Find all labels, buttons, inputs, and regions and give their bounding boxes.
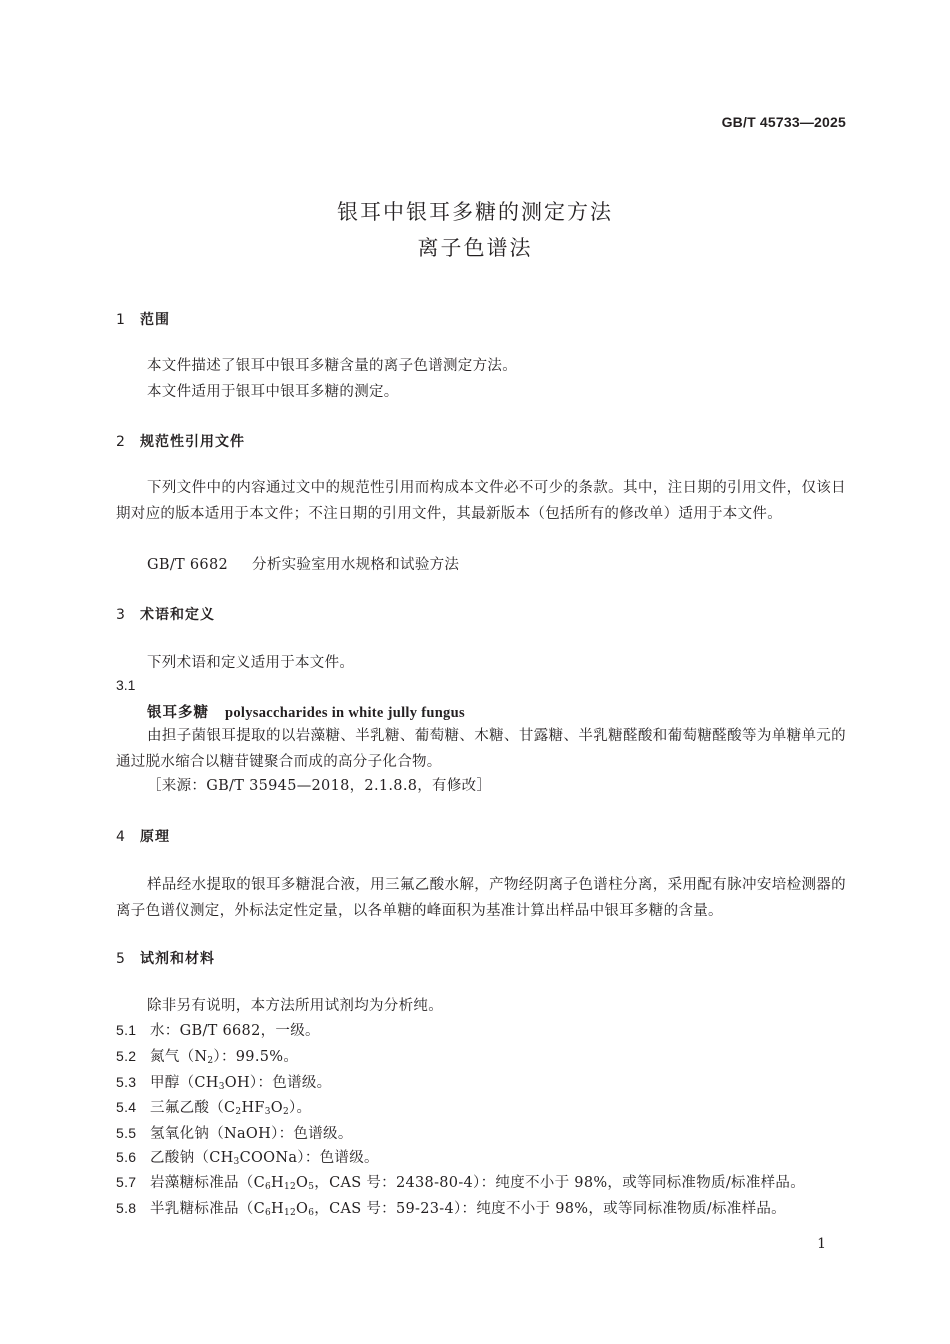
paragraph: 除非另有说明，本方法所用试剂均为分析纯。 xyxy=(147,998,443,1014)
subscript: 3 xyxy=(218,1082,225,1092)
subscript: 2 xyxy=(282,1107,289,1117)
reagent-item xyxy=(116,1096,311,1117)
item-number: 5.8 xyxy=(116,1200,137,1216)
item-number: 5.2 xyxy=(116,1048,137,1064)
item-text: OH）：色谱级。 xyxy=(224,1075,332,1091)
reagent-item xyxy=(116,1019,320,1040)
section-title: 原理 xyxy=(140,829,170,845)
section-title: 规范性引用文件 xyxy=(140,434,245,450)
paragraph: 本文件描述了银耳中银耳多糖含量的离子色谱测定方法。 xyxy=(147,358,517,374)
section-3-heading xyxy=(116,604,215,624)
subscript: 5 xyxy=(308,1182,315,1192)
item-text: ，CAS 号：59-23-4）：纯度不小于 98%，或等同标准物质/标准样品。 xyxy=(314,1201,786,1217)
item-text: 氢氧化钠（NaOH）：色谱级。 xyxy=(150,1126,353,1142)
term-source: ［来源：GB/T 35945—2018，2.1.8.8，有修改］ xyxy=(147,778,492,794)
reagent-item xyxy=(116,1197,786,1218)
section-number: 4 xyxy=(116,829,126,845)
section-1-heading xyxy=(116,309,170,329)
reagent-item xyxy=(116,1071,331,1092)
item-number: 5.5 xyxy=(116,1125,137,1141)
section-title: 试剂和材料 xyxy=(140,951,215,967)
reagent-item xyxy=(116,1171,805,1192)
item-text: O xyxy=(296,1201,309,1217)
item-text: 水：GB/T 6682，一级。 xyxy=(150,1023,320,1039)
subscript: 6 xyxy=(265,1208,272,1218)
item-number: 5.6 xyxy=(116,1149,137,1165)
item-text: 甲醇（CH xyxy=(150,1075,219,1091)
section-number: 2 xyxy=(116,434,126,450)
item-text: 半乳糖标准品（C xyxy=(150,1201,265,1217)
term-chinese: 银耳多糖 xyxy=(147,705,209,721)
subscript: 6 xyxy=(265,1182,272,1192)
item-number: 5.4 xyxy=(116,1099,137,1115)
section-4-heading xyxy=(116,826,170,846)
item-text: COONa）：色谱级。 xyxy=(239,1150,379,1166)
document-title: 银耳中银耳多糖的测定方法 xyxy=(337,200,613,224)
section-2-heading xyxy=(116,431,245,451)
subscript: 12 xyxy=(283,1182,297,1192)
item-number: 5.7 xyxy=(116,1174,137,1190)
reference-code: GB/T 6682 xyxy=(147,557,229,573)
item-text: HF xyxy=(241,1100,265,1116)
item-text: H xyxy=(271,1175,284,1191)
section-number: 3 xyxy=(116,607,126,623)
paragraph: 下列术语和定义适用于本文件。 xyxy=(147,655,355,671)
item-text: 三氟乙酸（C xyxy=(150,1100,236,1116)
subscript: 2 xyxy=(235,1107,242,1117)
item-text: 岩藻糖标准品（C xyxy=(150,1175,265,1191)
item-number: 5.3 xyxy=(116,1074,137,1090)
section-number: 5 xyxy=(116,951,126,967)
paragraph: 样品经水提取的银耳多糖混合液，用三氟乙酸水解，产物经阴离子色谱柱分离，采用配有脉冲安培检测器的离子色谱仪测定，外标法定性定量，以各单糖的峰面积为基准计算出样品中银耳多糖的含量。 xyxy=(116,877,846,919)
section-number: 1 xyxy=(116,312,126,328)
paragraph: 本文件适用于银耳中银耳多糖的测定。 xyxy=(147,384,399,400)
item-text: H xyxy=(271,1201,284,1217)
normative-reference xyxy=(147,553,459,574)
item-text: O xyxy=(296,1175,309,1191)
subscript: 6 xyxy=(308,1208,315,1218)
reagent-item xyxy=(116,1122,353,1143)
subscript: 2 xyxy=(207,1056,214,1066)
item-number: 5.1 xyxy=(116,1022,137,1038)
subscript: 3 xyxy=(264,1107,271,1117)
section-title: 范围 xyxy=(140,312,170,328)
item-text: ，CAS 号：2438-80-4）：纯度不小于 98%，或等同标准物质/标准样品。 xyxy=(314,1175,806,1191)
paragraph: 下列文件中的内容通过文中的规范性引用而构成本文件必不可少的条款。其中，注日期的引用文件，仅该日期对应的版本适用于本文件；不注日期的引用文件，其最新版本（包括所有的修改单）适用于本文件。 xyxy=(116,480,846,522)
term-english: polysaccharides in white jully fungus xyxy=(225,705,465,721)
subscript: 12 xyxy=(283,1208,297,1218)
reagent-item xyxy=(116,1045,298,1066)
document-subtitle: 离子色谱法 xyxy=(417,236,533,260)
term-entry xyxy=(147,701,465,722)
reference-title: 分析实验室用水规格和试验方法 xyxy=(252,557,460,573)
item-text: 乙酸钠（CH xyxy=(150,1150,234,1166)
term-definition: 由担子菌银耳提取的以岩藻糖、半乳糖、葡萄糖、木糖、甘露糖、半乳糖醛酸和葡萄糖醛酸等为单糖单元的通过脱水缩合以糖苷键聚合而成的高分子化合物。 xyxy=(116,728,846,770)
page-number: 1 xyxy=(817,1236,826,1252)
item-text: 氮气（N xyxy=(150,1049,208,1065)
reagent-item xyxy=(116,1146,379,1167)
subscript: 3 xyxy=(233,1157,240,1167)
item-text: ）。 xyxy=(289,1100,312,1116)
standard-code: GB/T 45733—2025 xyxy=(721,114,846,130)
section-5-heading xyxy=(116,948,215,968)
item-text: O xyxy=(270,1100,283,1116)
clause-number: 3.1 xyxy=(116,677,136,693)
section-title: 术语和定义 xyxy=(140,607,215,623)
item-text: ）：99.5%。 xyxy=(213,1049,299,1065)
